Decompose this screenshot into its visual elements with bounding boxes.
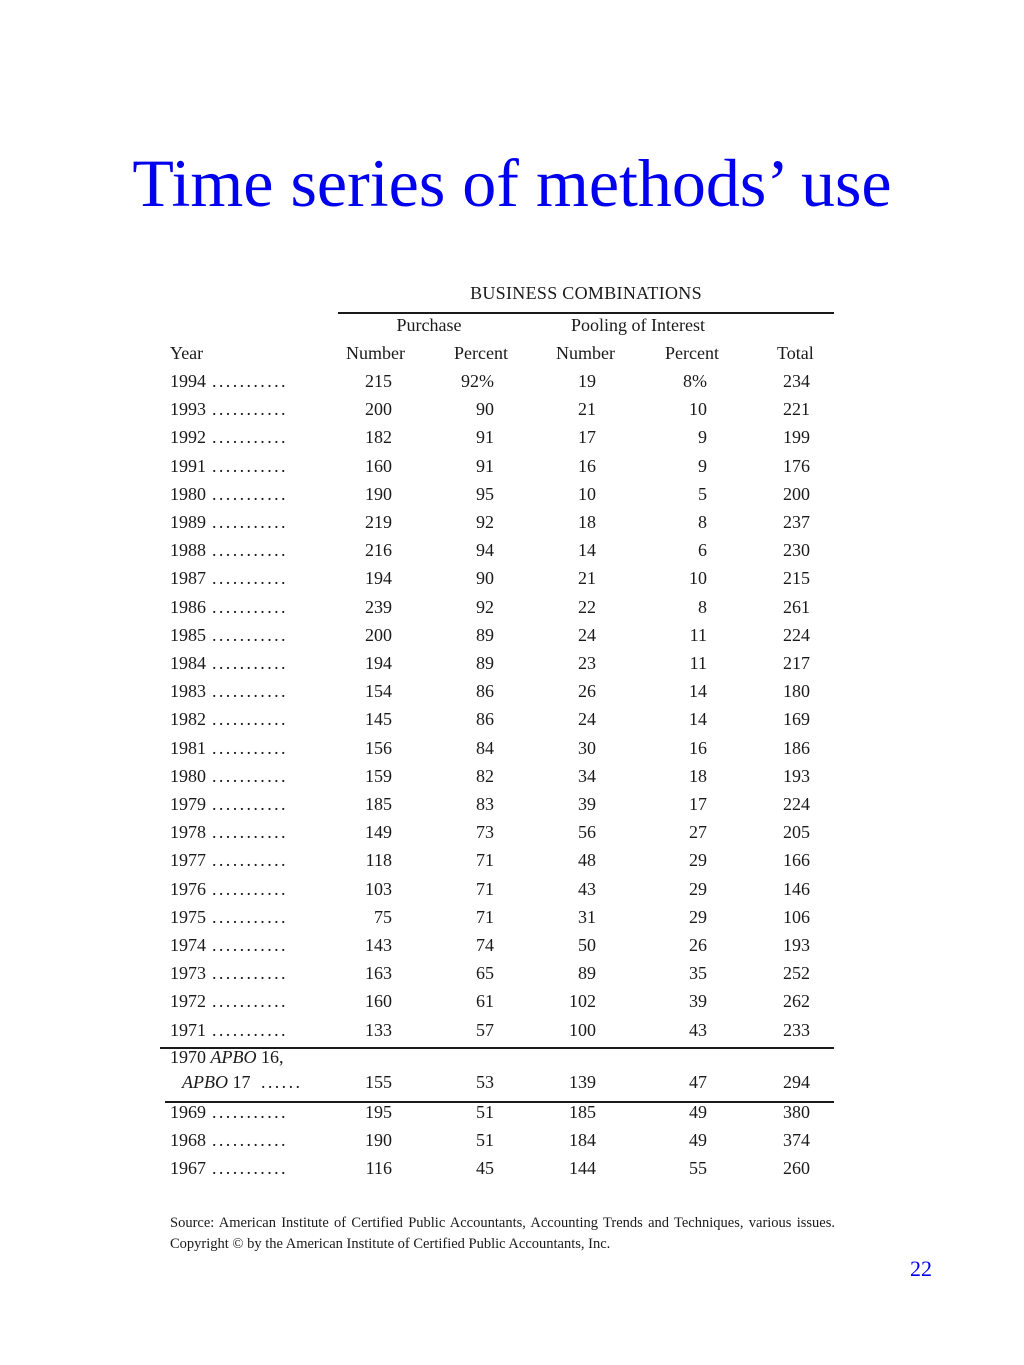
leader-dots: ...........	[212, 709, 288, 730]
leader-dots: ...........	[212, 1019, 288, 1040]
total-cell: 233	[783, 1019, 810, 1040]
pooling-percent-cell: 49	[689, 1130, 707, 1151]
col-header-purchase-number: Number	[346, 343, 405, 363]
table-row	[0, 456, 1024, 484]
pooling-number-cell: 24	[578, 709, 596, 730]
pooling-number-cell: 10	[578, 483, 596, 504]
purchase-percent-cell: 90	[476, 568, 494, 589]
year-cell: 1980	[170, 765, 206, 786]
year-cell: 1975	[170, 906, 206, 927]
table-row	[0, 484, 1024, 512]
table-row	[0, 568, 1024, 596]
leader-dots: ...........	[212, 653, 288, 673]
pooling-number-cell: 16	[578, 455, 596, 476]
pooling-number-cell: 19	[578, 371, 596, 391]
purchase-percent-cell: 82	[476, 765, 494, 786]
purchase-number-cell: 149	[365, 822, 392, 843]
table-row	[0, 399, 1024, 427]
purchase-number-cell: 143	[365, 935, 392, 955]
pooling-percent-cell: 8	[698, 596, 707, 617]
purchase-number-cell: 159	[365, 765, 392, 786]
total-cell: 180	[783, 681, 810, 702]
purchase-percent-cell: 71	[476, 850, 494, 871]
leader-dots: ...........	[212, 540, 288, 561]
table-row	[0, 879, 1024, 907]
pooling-number-cell: 39	[578, 794, 596, 814]
pooling-percent-cell: 16	[689, 737, 707, 758]
pooling-number-cell: 17	[578, 427, 596, 448]
pooling-percent-cell: 9	[698, 427, 707, 448]
purchase-number-cell: 160	[365, 455, 392, 476]
pooling-percent-cell: 29	[689, 878, 707, 899]
table-row	[0, 1102, 1024, 1130]
pooling-percent-cell: 14	[689, 681, 707, 702]
pooling-percent-cell: 26	[689, 935, 707, 955]
leader-dots: ......	[260, 1072, 303, 1092]
table-row	[0, 512, 1024, 540]
purchase-number-cell: 219	[365, 512, 392, 532]
purchase-percent-cell: 71	[476, 878, 494, 899]
total-cell: 262	[783, 991, 810, 1012]
leader-dots: ...........	[212, 568, 288, 589]
leader-dots: ...........	[212, 906, 288, 927]
year-cell: 1972	[170, 991, 206, 1012]
total-cell: 237	[783, 512, 810, 532]
pooling-number-cell: 43	[578, 878, 596, 899]
leader-dots: ...........	[212, 681, 288, 702]
purchase-number-cell: 133	[365, 1019, 392, 1040]
year-cell: 1969	[170, 1102, 206, 1122]
table-row-1970	[0, 1047, 1024, 1103]
leader-dots: ...........	[212, 737, 288, 758]
purchase-number-cell: 195	[365, 1102, 392, 1122]
purchase-percent-cell: 86	[476, 681, 494, 702]
apbo-label-1: APBO	[210, 1047, 257, 1067]
pooling-number-cell: 26	[578, 681, 596, 702]
pooling-percent-cell: 8	[698, 512, 707, 532]
table-row	[0, 371, 1024, 399]
total-cell: 234	[783, 371, 810, 391]
purchase-percent-cell: 91	[476, 427, 494, 448]
pooling-percent-cell: 18	[689, 765, 707, 786]
total-cell: 166	[783, 850, 810, 871]
year-cell: 1986	[170, 596, 206, 617]
pooling-percent-cell: 29	[689, 906, 707, 927]
table-row	[0, 1020, 1024, 1048]
purchase-percent-cell: 92%	[461, 371, 494, 391]
total-cell: 169	[783, 709, 810, 730]
group-label-purchase: Purchase	[396, 315, 462, 335]
year-cell: 1992	[170, 427, 206, 448]
total-cell: 261	[783, 596, 810, 617]
purchase-number-cell: 194	[365, 653, 392, 673]
group-label-pooling: Pooling of Interest	[571, 315, 705, 335]
table-row	[0, 681, 1024, 709]
pooling-number-cell: 23	[578, 653, 596, 673]
pooling-number-cell: 184	[569, 1130, 596, 1151]
total-cell: 221	[783, 399, 810, 420]
table-row	[0, 1130, 1024, 1158]
table-row	[0, 1158, 1024, 1186]
table-row	[0, 597, 1024, 625]
pooling-percent-cell: 11	[689, 624, 707, 645]
table-row	[0, 427, 1024, 455]
leader-dots: ...........	[212, 427, 288, 448]
purchase-number-cell: 163	[365, 963, 392, 984]
leader-dots: ...........	[212, 794, 288, 814]
total-cell: 224	[783, 624, 810, 645]
pooling-number-cell: 50	[578, 935, 596, 955]
table-row	[0, 709, 1024, 737]
pooling-percent-cell: 35	[689, 963, 707, 984]
year-cell: 1987	[170, 568, 206, 589]
pooling-percent-cell: 17	[689, 794, 707, 814]
purchase-percent-cell: 45	[476, 1158, 494, 1179]
pooling-number-cell: 48	[578, 850, 596, 871]
total-cell: 176	[783, 455, 810, 476]
purchase-number-cell: 118	[365, 850, 392, 871]
total-cell: 215	[783, 568, 810, 589]
pooling-number-cell: 18	[578, 512, 596, 532]
leader-dots: ...........	[212, 1158, 288, 1179]
pooling-percent-cell: 39	[689, 991, 707, 1012]
purchase-percent-cell: 65	[476, 963, 494, 984]
table-row	[0, 766, 1024, 794]
purchase-number-cell: 200	[365, 624, 392, 645]
total-cell: 199	[783, 427, 810, 448]
pooling-number-cell: 34	[578, 765, 596, 786]
purchase-percent-cell: 86	[476, 709, 494, 730]
year-cell: 1978	[170, 822, 206, 843]
total-cell: 380	[783, 1102, 810, 1122]
purchase-percent-cell: 89	[476, 653, 494, 673]
table-row	[0, 822, 1024, 850]
pooling-percent-cell: 8%	[683, 371, 707, 391]
total-cell: 193	[783, 935, 810, 955]
total-cell: 205	[783, 822, 810, 843]
col-header-total: Total	[777, 343, 814, 363]
purchase-percent-cell: 53	[476, 1072, 494, 1092]
year-1970: 1970	[170, 1047, 206, 1067]
purchase-number-cell: 155	[365, 1072, 392, 1092]
purchase-number-cell: 182	[365, 427, 392, 448]
pooling-number-cell: 24	[578, 624, 596, 645]
pooling-percent-cell: 29	[689, 850, 707, 871]
total-cell: 106	[783, 906, 810, 927]
total-cell: 374	[783, 1130, 810, 1151]
col-header-year: Year	[170, 343, 204, 363]
total-cell: 146	[783, 878, 810, 899]
year-cell: 1968	[170, 1130, 206, 1151]
table-row	[0, 653, 1024, 681]
purchase-percent-cell: 90	[476, 399, 494, 420]
pooling-percent-cell: 49	[689, 1102, 707, 1122]
table-row	[0, 963, 1024, 991]
leader-dots: ...........	[212, 596, 288, 617]
leader-dots: ...........	[212, 878, 288, 899]
pooling-number-cell: 21	[578, 399, 596, 420]
purchase-percent-cell: 83	[476, 794, 494, 814]
purchase-number-cell: 116	[365, 1158, 392, 1179]
leader-dots: ...........	[212, 1130, 288, 1151]
purchase-number-cell: 185	[365, 794, 392, 814]
purchase-percent-cell: 57	[476, 1019, 494, 1040]
table-row	[0, 850, 1024, 878]
total-cell: 186	[783, 737, 810, 758]
total-cell: 260	[783, 1158, 810, 1179]
pooling-number-cell: 89	[578, 963, 596, 984]
leader-dots: ...........	[212, 963, 288, 984]
total-cell: 193	[783, 765, 810, 786]
purchase-percent-cell: 94	[476, 540, 494, 561]
pooling-number-cell: 102	[569, 991, 596, 1012]
leader-dots: ...........	[212, 1102, 288, 1122]
total-cell: 224	[783, 794, 810, 814]
pooling-percent-cell: 27	[689, 822, 707, 843]
pooling-percent-cell: 9	[698, 455, 707, 476]
purchase-number-cell: 190	[365, 1130, 392, 1151]
col-header-pooling-number: Number	[556, 343, 615, 363]
leader-dots: ...........	[212, 935, 288, 955]
top-rule	[338, 312, 834, 314]
pooling-number-cell: 139	[569, 1072, 596, 1092]
pooling-percent-cell: 10	[689, 568, 707, 589]
purchase-percent-cell: 51	[476, 1130, 494, 1151]
table-caption: BUSINESS COMBINATIONS	[470, 283, 702, 303]
apbo-suffix-1: 16,	[260, 1047, 284, 1067]
table-row	[0, 991, 1024, 1019]
pooling-number-cell: 144	[569, 1158, 596, 1179]
purchase-number-cell: 145	[365, 709, 392, 730]
leader-dots: ...........	[212, 455, 288, 476]
leader-dots: ...........	[212, 822, 288, 843]
purchase-percent-cell: 51	[476, 1102, 494, 1122]
leader-dots: ...........	[212, 399, 288, 420]
year-cell: 1980	[170, 483, 206, 504]
year-cell: 1988	[170, 540, 206, 561]
year-cell: 1991	[170, 455, 206, 476]
pooling-percent-cell: 47	[689, 1072, 707, 1092]
purchase-number-cell: 200	[365, 399, 392, 420]
leader-dots: ...........	[212, 512, 288, 532]
pooling-number-cell: 185	[569, 1102, 596, 1122]
total-cell: 230	[783, 540, 810, 561]
col-header-purchase-percent: Percent	[454, 343, 508, 363]
leader-dots: ...........	[212, 371, 288, 391]
purchase-number-cell: 160	[365, 991, 392, 1012]
leader-dots: ...........	[212, 991, 288, 1012]
pooling-number-cell: 22	[578, 596, 596, 617]
purchase-number-cell: 215	[365, 371, 392, 391]
year-cell: 1979	[170, 794, 206, 814]
year-cell: 1977	[170, 850, 206, 871]
year-cell: 1974	[170, 935, 206, 955]
pooling-number-cell: 21	[578, 568, 596, 589]
purchase-percent-cell: 71	[476, 906, 494, 927]
pooling-number-cell: 100	[569, 1019, 596, 1040]
purchase-number-cell: 103	[365, 878, 392, 899]
pooling-number-cell: 14	[578, 540, 596, 561]
pooling-percent-cell: 43	[689, 1019, 707, 1040]
leader-dots: ...........	[212, 765, 288, 786]
purchase-number-cell: 156	[365, 737, 392, 758]
purchase-number-cell: 216	[365, 540, 392, 561]
total-cell: 252	[783, 963, 810, 984]
page-number: 22	[910, 1256, 932, 1281]
table-row	[0, 540, 1024, 568]
apbo-label-2: APBO	[182, 1072, 228, 1092]
leader-dots: ...........	[212, 483, 288, 504]
table-row	[0, 935, 1024, 963]
purchase-number-cell: 154	[365, 681, 392, 702]
table-row	[0, 625, 1024, 653]
total-cell: 294	[783, 1072, 810, 1092]
purchase-number-cell: 75	[374, 906, 392, 927]
table-row	[0, 907, 1024, 935]
pooling-percent-cell: 11	[689, 653, 707, 673]
table-source-note: Source: American Institute of Certified Public Accountants, Accounting Trends and Techniques, various issues. Copyright © by the American Institute of Certified Public Accountants, Inc.	[170, 1215, 835, 1252]
leader-dots: ...........	[212, 850, 288, 871]
table-row	[0, 738, 1024, 766]
pooling-percent-cell: 14	[689, 709, 707, 730]
purchase-percent-cell: 91	[476, 455, 494, 476]
year-cell: 1971	[170, 1019, 206, 1040]
table-row	[0, 794, 1024, 822]
year-cell: 1976	[170, 878, 206, 899]
total-cell: 217	[783, 653, 810, 673]
purchase-percent-cell: 92	[476, 596, 494, 617]
apbo-suffix-2: 17	[232, 1072, 251, 1092]
year-cell: 1994	[170, 371, 206, 391]
purchase-percent-cell: 95	[476, 483, 494, 504]
purchase-percent-cell: 74	[476, 935, 494, 955]
pooling-percent-cell: 5	[698, 483, 707, 504]
pooling-number-cell: 30	[578, 737, 596, 758]
year-cell: 1984	[170, 653, 206, 673]
pooling-number-cell: 56	[578, 822, 596, 843]
leader-dots: ...........	[212, 624, 288, 645]
pooling-percent-cell: 55	[689, 1158, 707, 1179]
year-cell: 1985	[170, 624, 206, 645]
total-cell: 200	[783, 483, 810, 504]
year-cell: 1982	[170, 709, 206, 730]
purchase-number-cell: 239	[365, 596, 392, 617]
year-cell: 1967	[170, 1158, 206, 1179]
purchase-percent-cell: 84	[476, 737, 494, 758]
purchase-percent-cell: 92	[476, 512, 494, 532]
year-cell: 1993	[170, 399, 206, 420]
slide-title: Time series of methods’ use	[132, 145, 892, 221]
year-cell: 1989	[170, 512, 206, 532]
year-cell: 1981	[170, 737, 206, 758]
pooling-number-cell: 31	[578, 906, 596, 927]
pooling-percent-cell: 6	[698, 540, 707, 561]
purchase-number-cell: 194	[365, 568, 392, 589]
purchase-percent-cell: 61	[476, 991, 494, 1012]
purchase-number-cell: 190	[365, 483, 392, 504]
purchase-percent-cell: 89	[476, 624, 494, 645]
pooling-percent-cell: 10	[689, 399, 707, 420]
purchase-percent-cell: 73	[476, 822, 494, 843]
col-header-pooling-percent: Percent	[665, 343, 719, 363]
year-cell: 1983	[170, 681, 206, 702]
year-cell: 1973	[170, 963, 206, 984]
